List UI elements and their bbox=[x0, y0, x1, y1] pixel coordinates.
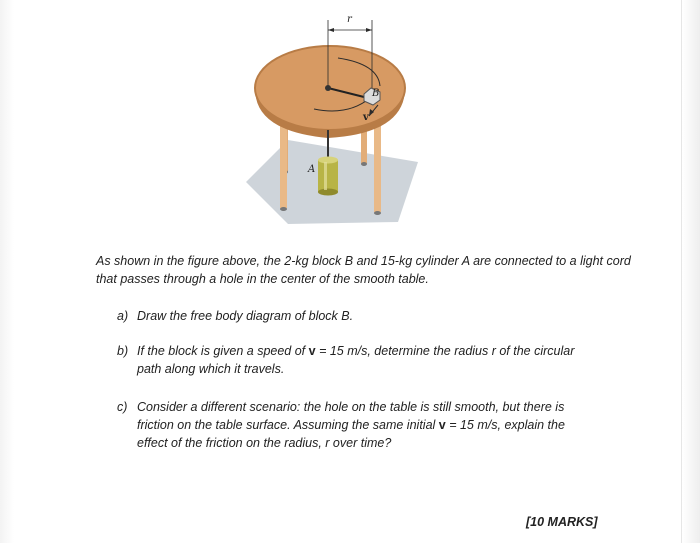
question-c-letter: c) bbox=[117, 400, 128, 414]
cylinder-A bbox=[318, 160, 338, 192]
velocity-symbol: v bbox=[308, 344, 316, 358]
label-v: v bbox=[363, 112, 369, 123]
question-c-text-post: = 15 m/s, explain the effect of the friction on the radius, r over time? bbox=[137, 418, 565, 450]
right-page-edge bbox=[681, 0, 700, 543]
question-a-letter: a) bbox=[117, 309, 129, 323]
question-b-letter: b) bbox=[117, 344, 129, 358]
table-leg-front-right bbox=[374, 118, 381, 212]
label-r: r bbox=[347, 14, 352, 25]
left-page-edge bbox=[0, 0, 14, 543]
table-leg-front-left bbox=[280, 120, 287, 208]
table-illustration bbox=[228, 12, 438, 232]
velocity-symbol: v bbox=[438, 418, 446, 432]
question-b bbox=[117, 342, 597, 378]
question-c-text bbox=[137, 398, 597, 452]
question-b-text-pre: If the block is given a speed of bbox=[137, 344, 309, 358]
question-a-text: Draw the free body diagram of block B. bbox=[137, 309, 354, 323]
label-B: B bbox=[372, 88, 380, 99]
label-A: A bbox=[308, 164, 316, 175]
question-b-text bbox=[137, 342, 597, 378]
question-c-text-pre: Consider a different scenario: the hole on the table is still smooth, but there is friction on the table surface. Assuming the same initial bbox=[137, 400, 565, 432]
question-a bbox=[117, 307, 597, 325]
marks-label: [10 MARKS] bbox=[526, 515, 598, 529]
question-c bbox=[117, 398, 597, 452]
question-b-text-post: = 15 m/s, determine the radius r of the circular path along which it travels. bbox=[137, 344, 575, 376]
problem-intro: As shown in the figure above, the 2-kg block B and 15-kg cylinder A are connected to a light cord that passes through a hole in the center of the smooth table. bbox=[96, 254, 631, 286]
center-hole bbox=[325, 85, 331, 91]
table-figure bbox=[228, 12, 438, 232]
problem-text bbox=[96, 252, 636, 288]
